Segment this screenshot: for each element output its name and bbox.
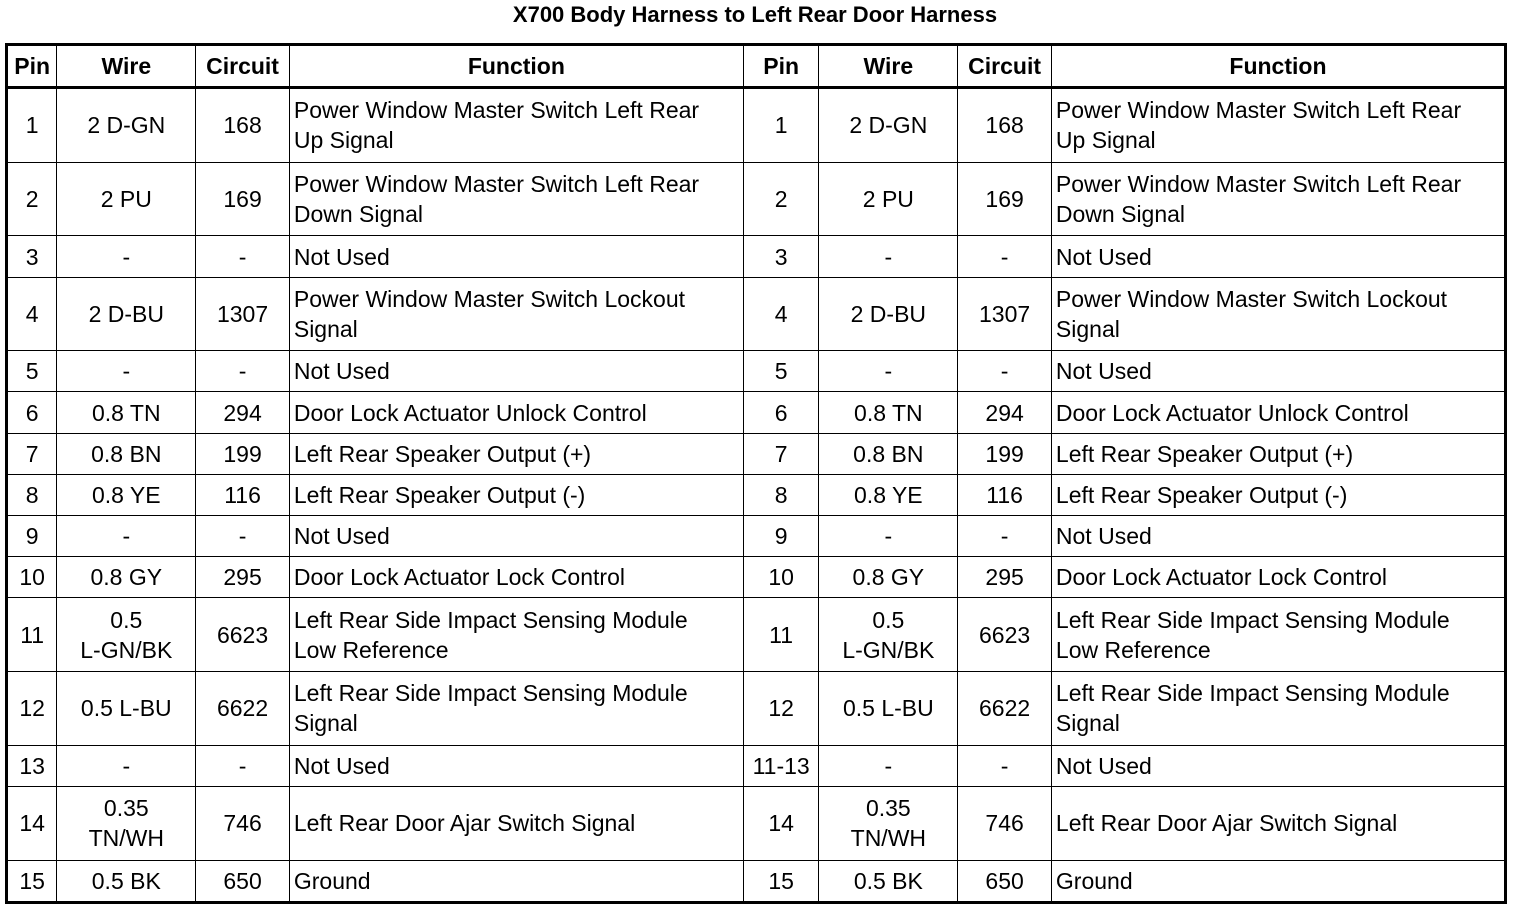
function-line: Left Rear Side Impact Sensing Module — [1055, 680, 1450, 707]
wire-cell — [819, 433, 958, 474]
function-line: Up Signal — [293, 127, 394, 154]
function-cell — [289, 557, 743, 598]
circuit-cell: 746 — [958, 786, 1052, 860]
wire-cell — [57, 162, 196, 236]
wire-line: - — [122, 523, 131, 550]
pin-cell: 5 — [743, 351, 819, 392]
wire-cell — [57, 516, 196, 557]
circuit-cell: 294 — [196, 392, 290, 433]
wire-line: 0.5 — [110, 606, 143, 633]
function-line: Not Used — [1055, 752, 1152, 779]
function-line: Signal — [1055, 315, 1120, 342]
header-row — [7, 45, 1506, 88]
wire-line: 0.8 BN — [853, 440, 924, 467]
function-cell — [1051, 598, 1505, 672]
function-line: Power Window Master Switch Left Rear — [293, 171, 700, 198]
function-cell — [289, 474, 743, 515]
function-line: Not Used — [1055, 523, 1152, 550]
wire-cell — [819, 277, 958, 351]
function-cell — [289, 516, 743, 557]
wire-cell — [819, 672, 958, 746]
wire-line: 0.8 TN — [854, 399, 923, 426]
wire-line: 0.5 BK — [853, 867, 923, 894]
pin-cell: 13 — [7, 745, 57, 786]
circuit-cell: 168 — [196, 88, 290, 163]
circuit-cell: 6622 — [196, 672, 290, 746]
function-cell — [289, 672, 743, 746]
wire-cell — [57, 745, 196, 786]
function-line: Door Lock Actuator Lock Control — [1055, 564, 1388, 591]
function-line: Power Window Master Switch Left Rear — [293, 97, 700, 124]
pin-cell: 9 — [743, 516, 819, 557]
pin-cell: 12 — [743, 672, 819, 746]
pin-cell: 8 — [7, 474, 57, 515]
wire-cell — [57, 557, 196, 598]
function-line: Left Rear Side Impact Sensing Module — [293, 680, 688, 707]
function-line: Power Window Master Switch Left Rear — [1055, 97, 1462, 124]
function-cell — [289, 392, 743, 433]
function-line: Left Rear Side Impact Sensing Module — [293, 606, 688, 633]
wire-cell — [57, 277, 196, 351]
pin-cell: 4 — [7, 277, 57, 351]
wire-line: - — [122, 752, 131, 779]
function-line: Not Used — [293, 243, 390, 270]
circuit-cell: - — [958, 745, 1052, 786]
function-cell — [1051, 672, 1505, 746]
wire-line: - — [122, 358, 131, 385]
wire-cell — [57, 786, 196, 860]
function-line: Door Lock Actuator Unlock Control — [293, 399, 647, 426]
wire-cell — [819, 474, 958, 515]
pin-cell: 6 — [7, 392, 57, 433]
pin-cell: 7 — [7, 433, 57, 474]
function-cell — [1051, 351, 1505, 392]
wire-cell — [57, 672, 196, 746]
wire-cell — [57, 474, 196, 515]
function-cell — [289, 745, 743, 786]
circuit-cell: 295 — [958, 557, 1052, 598]
pin-cell: 5 — [7, 351, 57, 392]
circuit-cell: - — [958, 236, 1052, 277]
function-line: Left Rear Speaker Output (-) — [293, 481, 586, 508]
wire-cell — [819, 392, 958, 433]
wire-line: 0.35 — [103, 795, 149, 822]
function-cell — [1051, 557, 1505, 598]
function-line: Left Rear Door Ajar Switch Signal — [293, 810, 636, 837]
header-function: Function — [1051, 45, 1505, 88]
function-cell — [1051, 277, 1505, 351]
function-cell — [289, 162, 743, 236]
function-cell — [289, 277, 743, 351]
pin-cell: 3 — [743, 236, 819, 277]
pin-cell: 11 — [743, 598, 819, 672]
wire-line: 0.5 — [872, 606, 905, 633]
pin-cell: 6 — [743, 392, 819, 433]
circuit-cell: 168 — [958, 88, 1052, 163]
table-row — [7, 598, 1506, 672]
pin-cell: 11-13 — [743, 745, 819, 786]
wire-cell — [57, 88, 196, 163]
circuit-cell: 199 — [958, 433, 1052, 474]
function-line: Signal — [1055, 710, 1120, 737]
header-pin: Pin — [7, 45, 57, 88]
pin-cell: 10 — [743, 557, 819, 598]
table-row — [7, 745, 1506, 786]
wire-line: 0.8 TN — [91, 399, 161, 426]
pin-cell: 2 — [743, 162, 819, 236]
circuit-cell: 1307 — [196, 277, 290, 351]
wire-cell — [819, 786, 958, 860]
function-cell — [1051, 516, 1505, 557]
circuit-cell: 116 — [958, 474, 1052, 515]
table-body — [7, 88, 1506, 903]
circuit-cell: 116 — [196, 474, 290, 515]
circuit-cell: 199 — [196, 433, 290, 474]
wire-cell — [819, 236, 958, 277]
pin-cell: 14 — [743, 786, 819, 860]
circuit-cell: - — [958, 516, 1052, 557]
wire-line: 0.8 YE — [854, 481, 923, 508]
function-line: Left Rear Speaker Output (+) — [1055, 440, 1354, 467]
wire-line: 0.35 — [865, 795, 911, 822]
wire-line: - — [884, 752, 893, 779]
wire-line: 2 D-BU — [88, 300, 164, 327]
wire-line: - — [884, 243, 893, 270]
circuit-cell: - — [958, 351, 1052, 392]
wire-line: L-GN/BK — [80, 636, 173, 663]
wire-cell — [819, 860, 958, 902]
function-line: Power Window Master Switch Left Rear — [1055, 171, 1462, 198]
table-row — [7, 672, 1506, 746]
function-cell — [1051, 88, 1505, 163]
table-row — [7, 516, 1506, 557]
function-line: Ground — [293, 867, 371, 894]
function-line: Power Window Master Switch Lockout — [293, 285, 686, 312]
table-row — [7, 557, 1506, 598]
function-cell — [1051, 745, 1505, 786]
wire-line: 2 PU — [100, 186, 152, 213]
function-line: Left Rear Speaker Output (+) — [293, 440, 592, 467]
pin-cell: 2 — [7, 162, 57, 236]
table-row — [7, 277, 1506, 351]
page-title: X700 Body Harness to Left Rear Door Harness — [512, 2, 998, 27]
pin-cell: 7 — [743, 433, 819, 474]
wire-cell — [819, 351, 958, 392]
table-row — [7, 433, 1506, 474]
wire-line: 0.8 BN — [91, 440, 162, 467]
wire-line: 2 D-GN — [849, 112, 928, 139]
circuit-cell: - — [196, 516, 290, 557]
circuit-cell: - — [196, 236, 290, 277]
pin-cell: 3 — [7, 236, 57, 277]
circuit-cell: 650 — [196, 860, 290, 902]
function-cell — [289, 351, 743, 392]
function-line: Not Used — [293, 752, 390, 779]
wire-line: 0.5 L-BU — [80, 695, 172, 722]
wire-line: 2 D-BU — [850, 300, 927, 327]
wire-line: - — [884, 358, 893, 385]
function-cell — [289, 786, 743, 860]
function-cell — [1051, 392, 1505, 433]
wire-cell — [819, 516, 958, 557]
function-cell — [289, 860, 743, 902]
wire-line: - — [884, 523, 893, 550]
function-cell — [1051, 786, 1505, 860]
pin-cell: 12 — [7, 672, 57, 746]
circuit-cell: - — [196, 745, 290, 786]
function-line: Signal — [293, 710, 358, 737]
pin-cell: 11 — [7, 598, 57, 672]
function-cell — [289, 236, 743, 277]
table-row — [7, 88, 1506, 163]
wire-line: 0.8 YE — [91, 481, 161, 508]
circuit-cell: 650 — [958, 860, 1052, 902]
header-pin: Pin — [743, 45, 819, 88]
pin-cell: 9 — [7, 516, 57, 557]
table-row — [7, 474, 1506, 515]
function-line: Ground — [1055, 867, 1133, 894]
wire-line: 0.8 GY — [90, 564, 163, 591]
circuit-cell: 6623 — [196, 598, 290, 672]
header-circuit: Circuit — [958, 45, 1052, 88]
wire-cell — [819, 88, 958, 163]
pin-cell: 15 — [7, 860, 57, 902]
function-line: Low Reference — [293, 636, 449, 663]
circuit-cell: 169 — [958, 162, 1052, 236]
wire-line: 2 PU — [862, 186, 914, 213]
pin-cell: 4 — [743, 277, 819, 351]
pin-cell: 8 — [743, 474, 819, 515]
wire-line: - — [122, 243, 131, 270]
header-circuit: Circuit — [196, 45, 290, 88]
wire-line: L-GN/BK — [842, 636, 935, 663]
wire-cell — [57, 392, 196, 433]
wire-cell — [819, 598, 958, 672]
function-cell — [1051, 433, 1505, 474]
pin-cell: 15 — [743, 860, 819, 902]
function-line: Left Rear Speaker Output (-) — [1055, 481, 1348, 508]
wire-cell — [57, 433, 196, 474]
function-line: Not Used — [1055, 243, 1152, 270]
function-cell — [1051, 236, 1505, 277]
circuit-cell: 169 — [196, 162, 290, 236]
circuit-cell: 1307 — [958, 277, 1052, 351]
wire-line: 2 D-GN — [87, 112, 166, 139]
table-row — [7, 162, 1506, 236]
function-line: Door Lock Actuator Lock Control — [293, 564, 625, 591]
header-wire: Wire — [819, 45, 958, 88]
function-line: Not Used — [1055, 358, 1152, 385]
pin-cell: 10 — [7, 557, 57, 598]
function-line: Down Signal — [293, 201, 423, 228]
function-line: Up Signal — [1055, 127, 1156, 154]
wire-cell — [57, 351, 196, 392]
function-cell — [1051, 860, 1505, 902]
wire-line: 0.5 L-BU — [842, 695, 934, 722]
function-cell — [289, 88, 743, 163]
wire-line: TN/WH — [850, 825, 927, 852]
table-row — [7, 392, 1506, 433]
circuit-cell: 6622 — [958, 672, 1052, 746]
function-cell — [289, 433, 743, 474]
circuit-cell: 294 — [958, 392, 1052, 433]
function-line: Left Rear Door Ajar Switch Signal — [1055, 810, 1398, 837]
function-line: Down Signal — [1055, 201, 1186, 228]
function-line: Power Window Master Switch Lockout — [1055, 285, 1448, 312]
wire-cell — [57, 236, 196, 277]
function-cell — [1051, 162, 1505, 236]
function-cell — [1051, 474, 1505, 515]
wire-line: TN/WH — [88, 825, 164, 852]
function-cell — [289, 598, 743, 672]
table-row — [7, 351, 1506, 392]
function-line: Left Rear Side Impact Sensing Module — [1055, 606, 1450, 633]
circuit-cell: 746 — [196, 786, 290, 860]
header-function: Function — [289, 45, 743, 88]
pin-cell: 1 — [7, 88, 57, 163]
wire-line: 0.8 GY — [852, 564, 925, 591]
circuit-cell: 6623 — [958, 598, 1052, 672]
function-line: Low Reference — [1055, 636, 1211, 663]
circuit-cell: - — [196, 351, 290, 392]
function-line: Not Used — [293, 523, 390, 550]
function-line: Door Lock Actuator Unlock Control — [1055, 399, 1409, 426]
pin-cell: 1 — [743, 88, 819, 163]
harness-pinout-table — [5, 43, 1507, 904]
function-line: Signal — [293, 315, 358, 342]
wire-line: 0.5 BK — [91, 867, 161, 894]
wire-cell — [819, 557, 958, 598]
table-row — [7, 786, 1506, 860]
table-row — [7, 860, 1506, 902]
circuit-cell: 295 — [196, 557, 290, 598]
table-row — [7, 236, 1506, 277]
wire-cell — [57, 598, 196, 672]
wire-cell — [57, 860, 196, 902]
function-line: Not Used — [293, 358, 390, 385]
header-wire: Wire — [57, 45, 196, 88]
wire-cell — [819, 162, 958, 236]
pin-cell: 14 — [7, 786, 57, 860]
wire-cell — [819, 745, 958, 786]
